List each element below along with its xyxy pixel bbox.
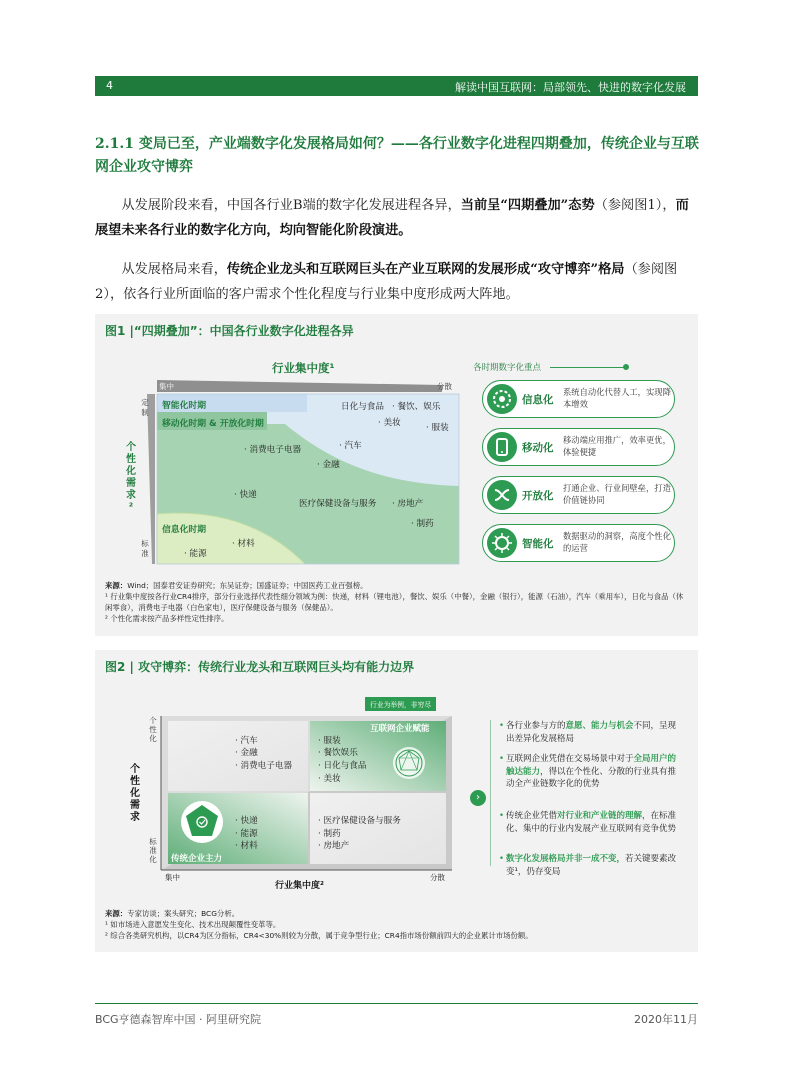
page-number: 4 (106, 79, 113, 92)
f1-legend-item: 智能化 数据驱动的洞察，高度个性化的运营 (482, 524, 675, 562)
gear-icon (487, 384, 517, 414)
f2-y-bottom-label: 标 准 化 (149, 837, 157, 864)
paragraph-1: 从发展阶段来看，中国各行业B端的数字化发展进程各异，当前呈“四期叠加”态势（参阅图1），而展望未来各行业的数字化方向，均向智能化阶段演进。 (95, 198, 689, 238)
f1-item: · 消费电子电器 (244, 445, 302, 455)
f2-item: · 餐饮娱乐 (318, 748, 358, 758)
f2-item: · 房地产 (318, 841, 350, 851)
f2-item: · 汽车 (235, 736, 258, 746)
f2-bullet: • 数字化发展格局并非一成不变，若关键要素改变¹，仍存变局 (499, 854, 677, 877)
f1-y-axis-title: 个 性 化 需 求² (126, 442, 136, 513)
f2-bullet: • 传统企业凭借对行业和产业链的理解，在标准化、集中的行业内发展产业互联网有竞争优势 (499, 811, 677, 834)
globe-network-icon (393, 747, 425, 779)
f2-x-right-label: 分散 (430, 873, 445, 882)
paragraph-2: 从发展格局来看，传统企业龙头和互联网巨头在产业互联网的发展形成“攻守博弈”格局（参阅图2），依各行业所面临的客户需求个性化程度与行业集中度形成两大阵地。 (95, 262, 678, 302)
f2-traditional-label: 传统企业主力 (171, 854, 223, 864)
f2-internet-label: 互联网企业赋能 (370, 724, 430, 734)
section-title: 2.1.1 变局已至，产业端数字化发展格局如何？——各行业数字化进程四期叠加，传统企业与互联网企业攻守博弈 (95, 136, 699, 175)
chip-icon (487, 528, 517, 558)
f2-bullet: • 互联网企业凭借在交易场景中对于全局用户的触达能力，得以在个性化、分散的行业具有推动全产业链数字化的优势 (499, 754, 677, 789)
f2-divider (490, 720, 491, 866)
f2-item: · 材料 (235, 841, 258, 851)
f1-item: · 材料 (232, 539, 255, 549)
footer-left: BCG亨德森智库中国 · 阿里研究院 (95, 1013, 262, 1026)
f2-item: · 消费电子电器 (235, 761, 293, 771)
header-title: 解读中国互联网：局部领先、快进的数字化发展 (455, 81, 686, 94)
f2-x-axis-title: 行业集中度² (275, 881, 324, 891)
f2-y-axis-title: 个 性 化 需 求 (130, 764, 140, 823)
f2-item: · 日化与食品 (318, 761, 367, 771)
footer-rule (95, 1003, 698, 1004)
f1-legend-head: 各时期数字化重点 (473, 363, 542, 373)
f2-y-top-label: 个 性 化 (149, 716, 157, 743)
open-arrows-icon (487, 480, 517, 510)
f1-item: · 餐饮、娱乐 (392, 402, 441, 412)
f1-item: · 金融 (317, 460, 340, 470)
f1-item: · 汽车 (339, 441, 362, 451)
f1-concentration-wedge (157, 380, 442, 392)
f1-item: · 快递 (234, 490, 257, 500)
figure-1 (95, 314, 698, 636)
f1-phase-mobile-open: 移动化时期 & 开放化时期 (162, 419, 264, 429)
f1-item: · 能源 (184, 549, 207, 559)
footer-right: 2020年11月 (634, 1013, 698, 1026)
f1-legend-rule-dot (623, 364, 629, 370)
f2-item: · 医疗保健设备与服务 (318, 816, 401, 826)
f1-item: · 美妆 (378, 418, 401, 428)
f1-item: · 房地产 (392, 499, 424, 509)
f1-legend-item: 信息化 系统自动化代替人工，实现降本增效 (482, 380, 675, 418)
chevron-right-icon: › (470, 790, 486, 806)
figure-1-title: 图1 |“四期叠加”：中国各行业数字化进程各异 (105, 324, 354, 338)
shield-check-icon (181, 801, 223, 843)
f1-y-bottom-label: 标 准 (141, 539, 149, 558)
mobile-icon (487, 432, 517, 462)
f1-item: · 服装 (426, 423, 449, 433)
f2-bullet: • 各行业参与方的意愿、能力与机会不同，呈现出差异化发展格局 (499, 721, 677, 744)
f2-notes: 来源：专家访谈；案头研究；BCG分析。 ¹ 如市场进入意愿发生变化、技术出现颠覆性变革等。 ² 综合各类研究机构，以CR4为区分指标，CR4<30%则较为分散，属于竞争型行业；CR4指市场份额前四大的企业累计市场份额。 (105, 909, 533, 940)
f1-phase-info: 信息化时期 (162, 525, 206, 535)
f1-notes: 来源：Wind；国泰君安证券研究；东吴证券；国盛证券；中国医药工业百强榜。 ¹ 行业集中度按各行业CR4排序，部分行业选择代表性细分领域为例：快递，材料（锂电池），餐饮、娱乐（中餐），金融（银行），能源（石油），汽车（乘用车），日化与食品（休闲零食），消费电子电器（白色家电），医疗保健设备与服务（保健品）。 ² 个性化需求按产品多样性定性排序。 (105, 581, 684, 623)
f1-x-right-label: 分散 (437, 382, 452, 391)
f1-x-left-label: 集中 (159, 382, 174, 391)
f1-y-top-label: 定 制 (141, 398, 149, 417)
f2-item: · 制药 (318, 829, 341, 839)
figure-2-title: 图2 | 攻守博弈：传统行业龙头和互联网巨头均有能力边界 (105, 660, 415, 674)
f2-item: · 美妆 (318, 774, 341, 784)
f1-item: · 制药 (411, 519, 434, 529)
f2-x-left-label: 集中 (165, 873, 180, 882)
f2-item: · 服装 (318, 736, 341, 746)
f1-x-axis-title: 行业集中度¹ (272, 361, 335, 375)
f1-item: 医疗保健设备与服务 (299, 499, 377, 509)
figure-2 (95, 650, 698, 952)
f2-item: · 金融 (235, 748, 258, 758)
f2-badge: 行业为举例，非穷尽 (365, 697, 436, 711)
f2-item: · 快递 (235, 816, 258, 826)
f1-legend-item: 移动化 移动端应用推广，效率更优，体验便捷 (482, 428, 675, 466)
f2-item: · 能源 (235, 829, 258, 839)
f1-phase-intelligent: 智能化时期 (162, 401, 206, 411)
f1-item: 日化与食品 (341, 402, 384, 412)
f1-legend-item: 开放化 打通企业、行业间壁垒，打造价值链协同 (482, 476, 675, 514)
page-header-bar (95, 76, 698, 96)
f1-legend-rule (550, 367, 625, 368)
